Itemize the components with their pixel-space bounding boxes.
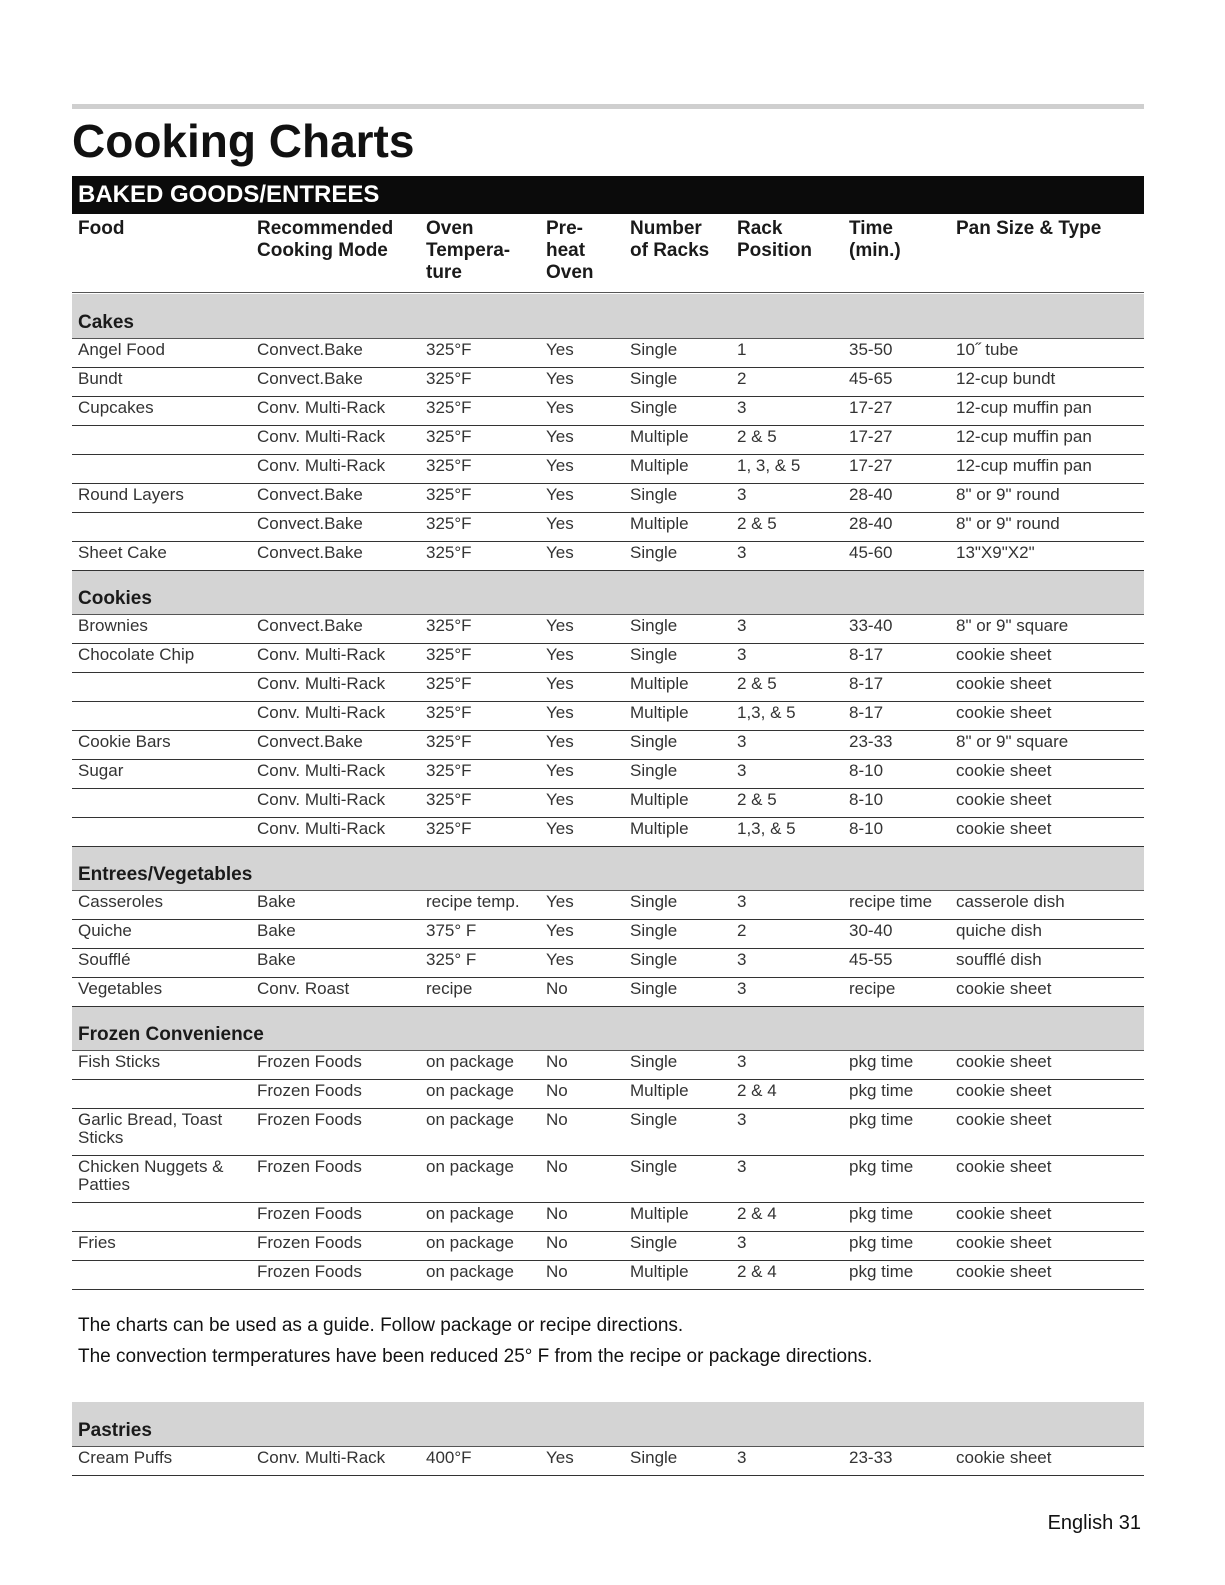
table-cell: 17-27 (843, 454, 950, 483)
table-row (72, 1155, 1144, 1202)
table-cell: pkg time (843, 1155, 950, 1202)
table-cell: 3 (731, 759, 843, 788)
column-header-line: of Racks (630, 240, 710, 261)
table-cell: 23-33 (843, 1446, 950, 1475)
table-cell: Soufflé (72, 948, 251, 977)
table-cell: Convect.Bake (251, 541, 420, 570)
table-cell: Yes (540, 890, 624, 919)
table-cell: on package (420, 1155, 540, 1202)
column-header-line: Oven (546, 262, 594, 283)
table-cell: on package (420, 1050, 540, 1079)
section-title: Frozen Convenience (72, 1006, 1144, 1050)
table-row (72, 948, 1144, 977)
table-cell: Yes (540, 919, 624, 948)
table-cell: 3 (731, 1108, 843, 1155)
table-cell: 325°F (420, 454, 540, 483)
table-cell: Yes (540, 425, 624, 454)
table-cell: quiche dish (950, 919, 1144, 948)
table-cell: 45-65 (843, 367, 950, 396)
table-cell: soufflé dish (950, 948, 1144, 977)
table-cell: Convect.Bake (251, 483, 420, 512)
table-cell: No (540, 1260, 624, 1289)
column-header-line: ture (426, 262, 462, 283)
table-cell: 3 (731, 1155, 843, 1202)
table-cell: Chicken Nuggets & Patties (72, 1155, 251, 1202)
table-cell: Multiple (624, 672, 731, 701)
table-cell: Fries (72, 1231, 251, 1260)
table-cell: Conv. Multi-Rack (251, 672, 420, 701)
section-title: Pastries (72, 1402, 1144, 1446)
table-cell: Frozen Foods (251, 1079, 420, 1108)
table-cell: Frozen Foods (251, 1050, 420, 1079)
table-cell: Convect.Bake (251, 730, 420, 759)
table-cell (72, 454, 251, 483)
section-title: Cakes (72, 294, 1144, 338)
table-cell: Frozen Foods (251, 1231, 420, 1260)
table-cell: pkg time (843, 1050, 950, 1079)
table-cell: 8-17 (843, 643, 950, 672)
table-cell: Fish Sticks (72, 1050, 251, 1079)
table-cell: pkg time (843, 1231, 950, 1260)
table-cell: No (540, 1079, 624, 1108)
table-row (72, 759, 1144, 788)
table-cell: 1, 3, & 5 (731, 454, 843, 483)
table-cell: recipe (420, 977, 540, 1006)
table-cell: 3 (731, 541, 843, 570)
table-cell: cookie sheet (950, 1260, 1144, 1289)
table-cell: on package (420, 1202, 540, 1231)
table-cell: pkg time (843, 1202, 950, 1231)
table-row (72, 338, 1144, 367)
table-row (72, 1231, 1144, 1260)
table-cell: No (540, 977, 624, 1006)
section-row (72, 570, 1144, 614)
table-cell: cookie sheet (950, 1108, 1144, 1155)
table-cell: Multiple (624, 512, 731, 541)
table-row (72, 1446, 1144, 1475)
table-cell: 2 & 5 (731, 672, 843, 701)
table-cell: No (540, 1108, 624, 1155)
table-cell: 325°F (420, 701, 540, 730)
table-cell: No (540, 1050, 624, 1079)
table-cell: Single (624, 483, 731, 512)
table-cell: 2 (731, 367, 843, 396)
table-cell: Single (624, 541, 731, 570)
column-header-line: Time (849, 218, 894, 239)
column-header-line: Tempera- (426, 240, 511, 261)
table-cell: Convect.Bake (251, 367, 420, 396)
table-cell: 325°F (420, 730, 540, 759)
table-cell: Yes (540, 948, 624, 977)
table-cell: Angel Food (72, 338, 251, 367)
table-cell: Single (624, 1446, 731, 1475)
section-title: Entrees/Vegetables (72, 846, 1144, 890)
table-row (72, 1260, 1144, 1289)
page-number: English 31 (1047, 1512, 1141, 1534)
table-cell: Multiple (624, 788, 731, 817)
table-cell: 30-40 (843, 919, 950, 948)
table-cell: pkg time (843, 1079, 950, 1108)
table-cell: 12-cup bundt (950, 367, 1144, 396)
table-cell: 325°F (420, 672, 540, 701)
table-row (72, 396, 1144, 425)
table-cell: Yes (540, 672, 624, 701)
table-cell: Conv. Multi-Rack (251, 396, 420, 425)
table-cell: Yes (540, 759, 624, 788)
table-cell (72, 817, 251, 846)
table-row (72, 1079, 1144, 1108)
table-cell: Conv. Multi-Rack (251, 1446, 420, 1475)
table-cell: Convect.Bake (251, 512, 420, 541)
table-cell: 325°F (420, 788, 540, 817)
table-cell: Yes (540, 788, 624, 817)
table-cell: 3 (731, 977, 843, 1006)
table-cell: Yes (540, 541, 624, 570)
table-cell: Single (624, 614, 731, 643)
table-row (72, 919, 1144, 948)
table-cell: Casseroles (72, 890, 251, 919)
table-cell: cookie sheet (950, 788, 1144, 817)
table-cell: 2 & 4 (731, 1260, 843, 1289)
table-cell: Single (624, 1155, 731, 1202)
table-cell: 12-cup muffin pan (950, 425, 1144, 454)
table-cell: on package (420, 1108, 540, 1155)
table-cell: No (540, 1155, 624, 1202)
table-cell: 325°F (420, 338, 540, 367)
column-header (843, 214, 950, 292)
table-cell: 17-27 (843, 396, 950, 425)
table-cell: Single (624, 948, 731, 977)
table-cell: 3 (731, 483, 843, 512)
table-cell: Multiple (624, 454, 731, 483)
table-cell: 325°F (420, 759, 540, 788)
column-header (72, 214, 251, 292)
table-cell (72, 1079, 251, 1108)
table-cell: Yes (540, 817, 624, 846)
table-cell: Cupcakes (72, 396, 251, 425)
table-row (72, 425, 1144, 454)
table-cell: Yes (540, 1446, 624, 1475)
table-cell: Single (624, 759, 731, 788)
table-cell: 28-40 (843, 483, 950, 512)
table-cell: Multiple (624, 1260, 731, 1289)
table-cell: Conv. Roast (251, 977, 420, 1006)
table-row (72, 977, 1144, 1006)
table-cell: 1 (731, 338, 843, 367)
table-cell: 23-33 (843, 730, 950, 759)
table-cell: 8" or 9" round (950, 512, 1144, 541)
column-header (731, 214, 843, 292)
table-row (72, 730, 1144, 759)
table-cell: cookie sheet (950, 1231, 1144, 1260)
table-cell: cookie sheet (950, 1155, 1144, 1202)
table-cell: casserole dish (950, 890, 1144, 919)
table-cell: Multiple (624, 425, 731, 454)
page-title: Cooking Charts (72, 115, 415, 167)
cooking-chart-table (72, 294, 1144, 1290)
table-cell: cookie sheet (950, 1050, 1144, 1079)
table-row (72, 512, 1144, 541)
table-cell: 3 (731, 643, 843, 672)
table-cell: Yes (540, 483, 624, 512)
table-cell: 1,3, & 5 (731, 701, 843, 730)
section-row (72, 1402, 1144, 1446)
table-cell: No (540, 1231, 624, 1260)
table-cell: 3 (731, 948, 843, 977)
table-cell: Bake (251, 948, 420, 977)
table-cell: recipe (843, 977, 950, 1006)
table-cell: 45-60 (843, 541, 950, 570)
table-cell: Bundt (72, 367, 251, 396)
table-cell: Conv. Multi-Rack (251, 425, 420, 454)
table-cell: Single (624, 730, 731, 759)
table-cell: 375° F (420, 919, 540, 948)
pastries-table (72, 1402, 1144, 1476)
column-header-line: Recommended (257, 218, 394, 239)
table-cell: 35-50 (843, 338, 950, 367)
table-row (72, 1108, 1144, 1155)
table-cell: cookie sheet (950, 1446, 1144, 1475)
note-line: The convection termperatures have been reduced 25° F from the recipe or package directions. (78, 1346, 873, 1367)
column-header-line: Cooking Mode (257, 240, 388, 261)
table-cell: Single (624, 1231, 731, 1260)
section-row (72, 846, 1144, 890)
table-cell: 3 (731, 730, 843, 759)
notes (78, 1310, 872, 1372)
table-cell: cookie sheet (950, 977, 1144, 1006)
table-cell: 3 (731, 1231, 843, 1260)
table-row (72, 483, 1144, 512)
table-cell: 2 (731, 919, 843, 948)
table-cell (72, 425, 251, 454)
table-cell: Chocolate Chip (72, 643, 251, 672)
table-cell: cookie sheet (950, 643, 1144, 672)
table-cell: Convect.Bake (251, 614, 420, 643)
table-cell: cookie sheet (950, 672, 1144, 701)
table-cell: Cookie Bars (72, 730, 251, 759)
column-header (420, 214, 540, 292)
table-cell: Single (624, 643, 731, 672)
table-cell: Single (624, 1050, 731, 1079)
column-header-line: Number (630, 218, 702, 239)
table-row (72, 614, 1144, 643)
table-cell: 325° F (420, 948, 540, 977)
table-cell: cookie sheet (950, 701, 1144, 730)
table-cell: 8" or 9" round (950, 483, 1144, 512)
column-header (540, 214, 624, 292)
table-row (72, 454, 1144, 483)
table-cell: 3 (731, 396, 843, 425)
table-cell: 8-17 (843, 701, 950, 730)
top-rule (72, 104, 1144, 109)
table-cell: Bake (251, 890, 420, 919)
table-cell: 28-40 (843, 512, 950, 541)
column-header-line: Oven (426, 218, 474, 239)
table-cell: Yes (540, 338, 624, 367)
column-header-line: heat (546, 240, 586, 261)
table-cell: Conv. Multi-Rack (251, 454, 420, 483)
table-cell: 325°F (420, 483, 540, 512)
column-header (624, 214, 731, 292)
table-cell: 325°F (420, 643, 540, 672)
table-cell: 3 (731, 1050, 843, 1079)
table-cell: 2 & 4 (731, 1079, 843, 1108)
table-cell: 10˝ tube (950, 338, 1144, 367)
table-cell: 2 & 5 (731, 788, 843, 817)
section-row (72, 294, 1144, 338)
table-cell: Frozen Foods (251, 1202, 420, 1231)
table-cell: Round Layers (72, 483, 251, 512)
table-cell: 3 (731, 1446, 843, 1475)
table-cell: Sugar (72, 759, 251, 788)
table-cell: recipe time (843, 890, 950, 919)
note-line: The charts can be used as a guide. Follow package or recipe directions. (78, 1315, 684, 1336)
table-cell: cookie sheet (950, 817, 1144, 846)
table-cell: Frozen Foods (251, 1260, 420, 1289)
table-cell: Multiple (624, 701, 731, 730)
table-cell: 12-cup muffin pan (950, 454, 1144, 483)
table-cell: 8-17 (843, 672, 950, 701)
column-header-line: (min.) (849, 240, 901, 261)
table-cell: 8" or 9" square (950, 614, 1144, 643)
table-cell (72, 1202, 251, 1231)
table-cell: Conv. Multi-Rack (251, 817, 420, 846)
table-cell: Single (624, 890, 731, 919)
table-cell: 325°F (420, 512, 540, 541)
table-cell: Yes (540, 701, 624, 730)
table-cell: pkg time (843, 1260, 950, 1289)
chart-header (72, 214, 1144, 293)
table-cell: Conv. Multi-Rack (251, 759, 420, 788)
table-cell: 325°F (420, 367, 540, 396)
table-cell: Yes (540, 367, 624, 396)
table-cell: Multiple (624, 1079, 731, 1108)
header-row (72, 214, 1144, 292)
table-cell: Conv. Multi-Rack (251, 788, 420, 817)
table-cell: Yes (540, 643, 624, 672)
table-cell: 8-10 (843, 817, 950, 846)
table-cell: Cream Puffs (72, 1446, 251, 1475)
table-cell: recipe temp. (420, 890, 540, 919)
table-cell: Single (624, 1108, 731, 1155)
column-header-line: Food (78, 218, 125, 239)
column-header-line: Pan Size & Type (956, 218, 1102, 239)
table-cell: on package (420, 1079, 540, 1108)
table-cell: Brownies (72, 614, 251, 643)
table-row (72, 817, 1144, 846)
table-row (72, 672, 1144, 701)
table-cell: Conv. Multi-Rack (251, 701, 420, 730)
table-cell (72, 788, 251, 817)
table-cell: Sheet Cake (72, 541, 251, 570)
table-cell: 325°F (420, 817, 540, 846)
column-header-line: Position (737, 240, 812, 261)
table-cell (72, 672, 251, 701)
table-cell: 3 (731, 890, 843, 919)
table-row (72, 890, 1144, 919)
table-cell: 8" or 9" square (950, 730, 1144, 759)
table-row (72, 541, 1144, 570)
table-cell (72, 1260, 251, 1289)
table-cell: 33-40 (843, 614, 950, 643)
table-cell: Yes (540, 396, 624, 425)
table-cell: 3 (731, 614, 843, 643)
table-cell: 17-27 (843, 425, 950, 454)
table-cell: Frozen Foods (251, 1155, 420, 1202)
table-cell: Single (624, 367, 731, 396)
section-title: Cookies (72, 570, 1144, 614)
table-cell: 325°F (420, 425, 540, 454)
table-cell: Conv. Multi-Rack (251, 643, 420, 672)
table-cell: Multiple (624, 817, 731, 846)
table-row (72, 788, 1144, 817)
table-cell: pkg time (843, 1108, 950, 1155)
table-cell: 325°F (420, 396, 540, 425)
table-cell: Single (624, 396, 731, 425)
table-cell: Yes (540, 614, 624, 643)
column-header-line: Pre- (546, 218, 583, 239)
table-row (72, 1050, 1144, 1079)
table-cell: on package (420, 1231, 540, 1260)
section-banner: BAKED GOODS/ENTREES (72, 176, 1144, 214)
table-cell: Vegetables (72, 977, 251, 1006)
table-cell: Single (624, 338, 731, 367)
table-cell: Bake (251, 919, 420, 948)
table-cell: 8-10 (843, 788, 950, 817)
table-cell: 2 & 4 (731, 1202, 843, 1231)
table-cell: 8-10 (843, 759, 950, 788)
table-cell: Multiple (624, 1202, 731, 1231)
table-cell: cookie sheet (950, 1202, 1144, 1231)
table-cell: Yes (540, 730, 624, 759)
table-cell: 45-55 (843, 948, 950, 977)
table-cell: 325°F (420, 541, 540, 570)
table-cell: Quiche (72, 919, 251, 948)
table-cell: 325°F (420, 614, 540, 643)
table-cell: Yes (540, 512, 624, 541)
table-cell: cookie sheet (950, 1079, 1144, 1108)
table-cell: 1,3, & 5 (731, 817, 843, 846)
table-row (72, 701, 1144, 730)
table-cell: 13"X9"X2" (950, 541, 1144, 570)
table-cell: Single (624, 919, 731, 948)
table-cell: Frozen Foods (251, 1108, 420, 1155)
table-row (72, 367, 1144, 396)
table-cell: 2 & 5 (731, 425, 843, 454)
table-cell: cookie sheet (950, 759, 1144, 788)
table-cell: on package (420, 1260, 540, 1289)
table-cell: 400°F (420, 1446, 540, 1475)
column-header (251, 214, 420, 292)
table-row (72, 643, 1144, 672)
table-cell: Convect.Bake (251, 338, 420, 367)
table-cell (72, 701, 251, 730)
table-cell: 2 & 5 (731, 512, 843, 541)
table-cell: Single (624, 977, 731, 1006)
table-cell (72, 512, 251, 541)
column-header-line: Rack (737, 218, 783, 239)
column-header (950, 214, 1144, 292)
table-cell: Garlic Bread, Toast Sticks (72, 1108, 251, 1155)
table-cell: 12-cup muffin pan (950, 396, 1144, 425)
table-cell: Yes (540, 454, 624, 483)
section-row (72, 1006, 1144, 1050)
table-cell: No (540, 1202, 624, 1231)
table-row (72, 1202, 1144, 1231)
